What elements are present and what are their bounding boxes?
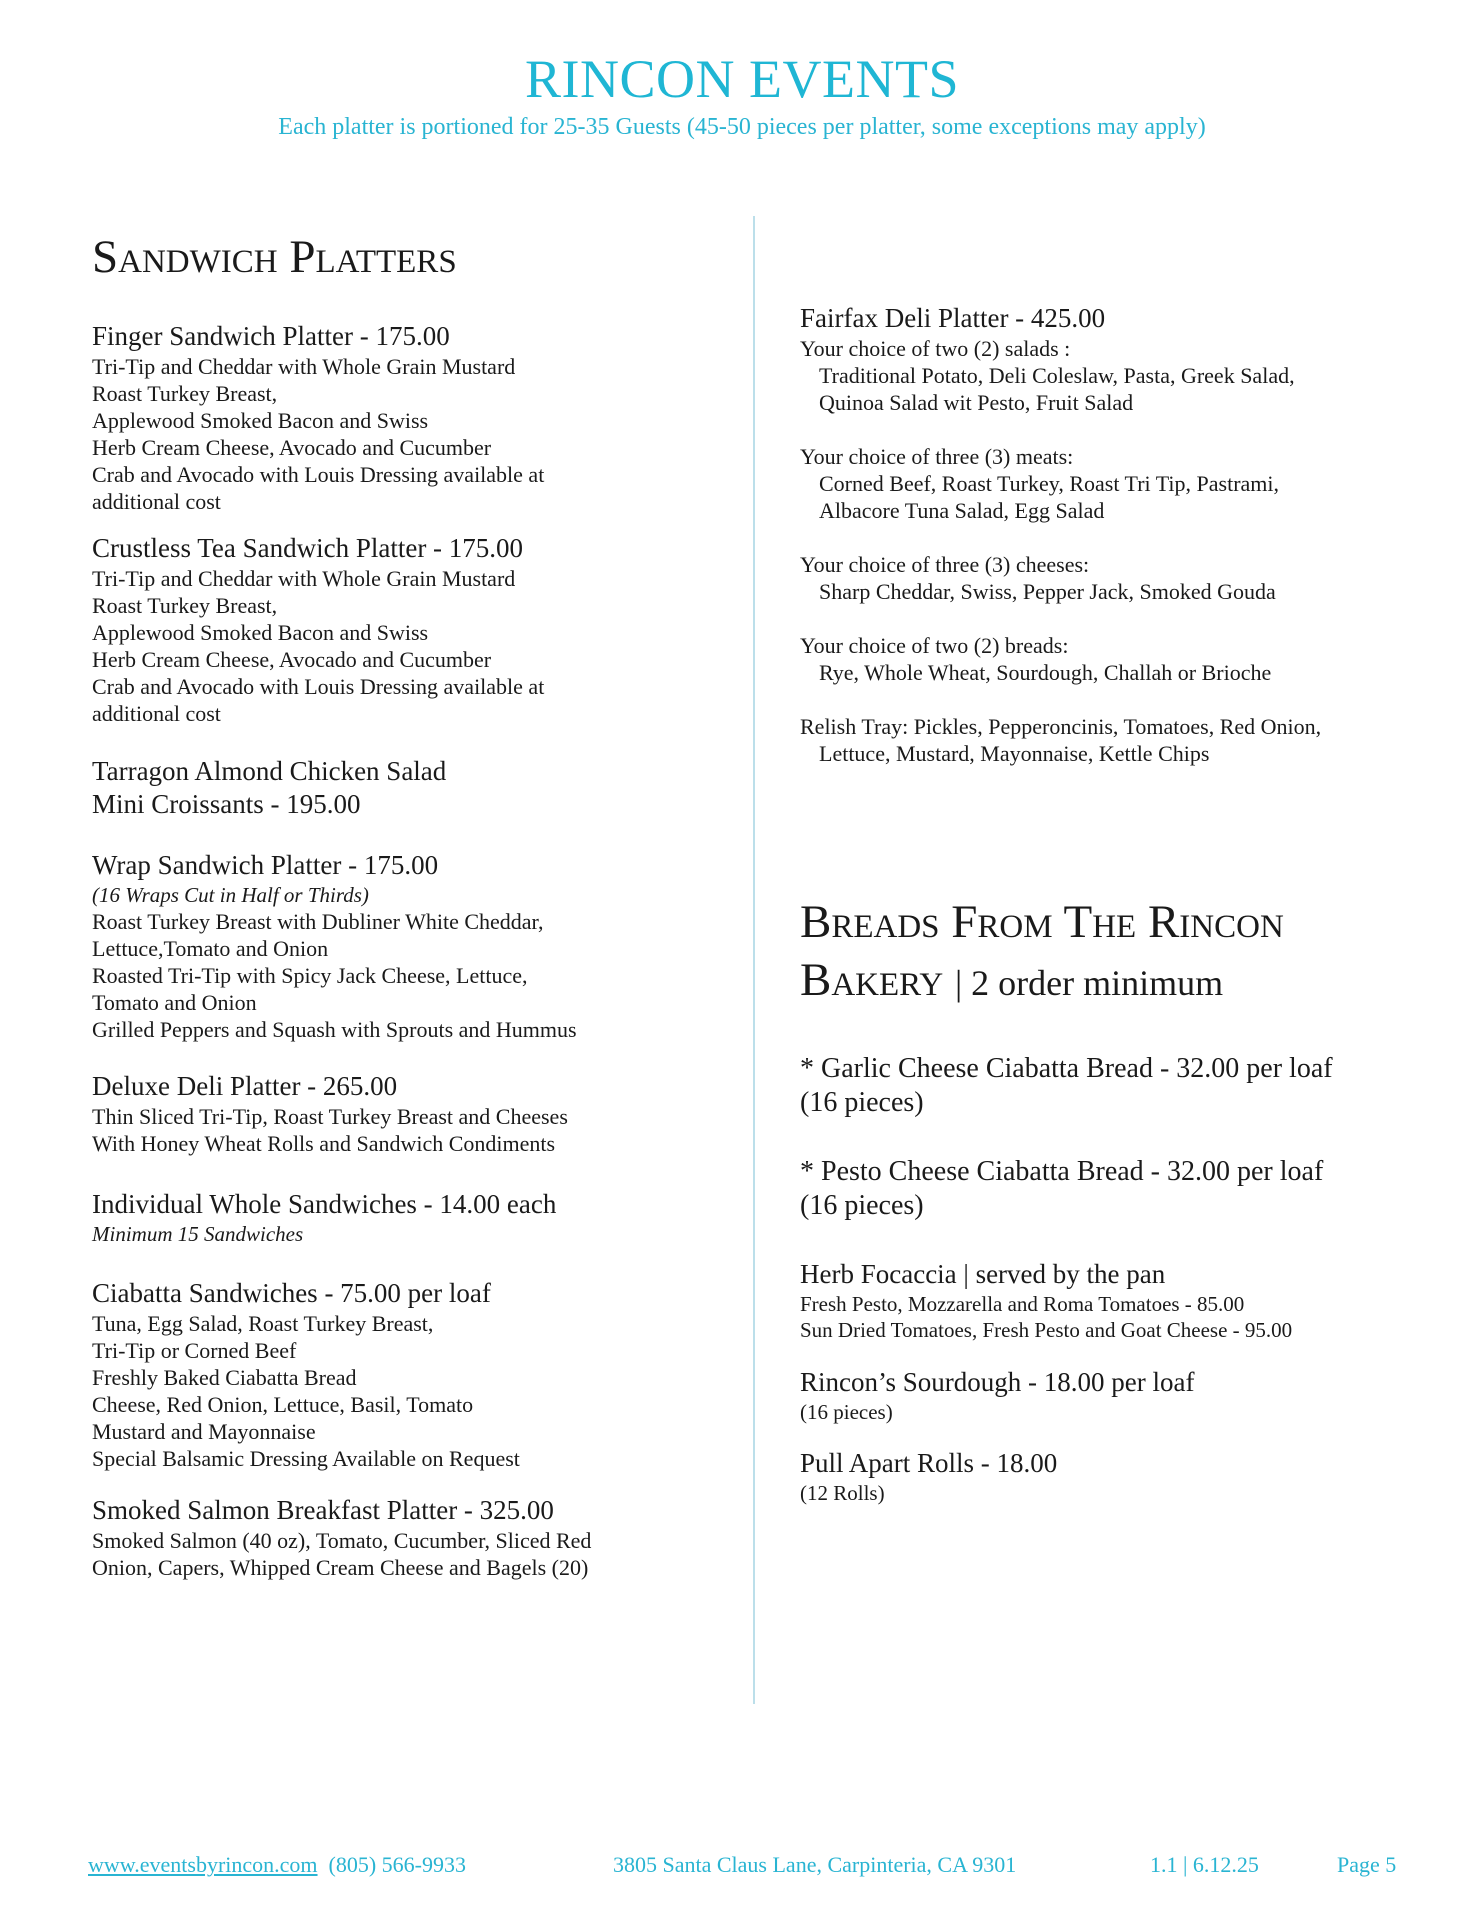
item-line: Thin Sliced Tri-Tip, Roast Turkey Breast and Cheeses [92,1104,568,1129]
item-sub: (16 pieces) [800,1400,893,1424]
item-line: Crab and Avocado with Louis Dressing available at [92,674,545,699]
choice-label: Your choice of three (3) meats: [800,444,1074,469]
item-title: Finger Sandwich Platter - 175.00 [92,321,450,351]
choice-options: Rye, Whole Wheat, Sourdough, Challah or Brioche [819,660,1272,685]
item-line: Roast Turkey Breast with Dubliner White Cheddar, [92,909,544,934]
page-footer [0,1850,1484,1880]
menu-item-smoked-salmon [92,1494,732,1581]
section-title-line: Breads From The Rincon [800,896,1284,948]
portion-tagline: Each platter is portioned for 25-35 Guests (45-50 pieces per platter, some exceptions may apply) [278,114,1206,140]
menu-item-tarragon-chicken [92,755,732,821]
choice-label: Your choice of three (3) cheeses: [800,552,1090,577]
item-line: Onion, Capers, Whipped Cream Cheese and Bagels (20) [92,1555,589,1580]
item-line: additional cost [92,701,221,726]
item-line: Mustard and Mayonnaise [92,1419,316,1444]
column-divider [753,216,755,1704]
item-title: Smoked Salmon Breakfast Platter - 325.00 [92,1495,554,1525]
menu-item-deluxe-deli [92,1070,732,1157]
choice-options: Traditional Potato, Deli Coleslaw, Pasta, Greek Salad, [819,363,1295,388]
item-title: Fairfax Deli Platter - 425.00 [800,303,1106,333]
item-line: Fresh Pesto, Mozzarella and Roma Tomatoes - 85.00 [800,1292,1245,1316]
item-line: Roast Turkey Breast, [92,381,278,406]
menu-item-pesto-ciabatta [800,1155,1440,1223]
choice-label: Your choice of two (2) salads : [800,336,1071,361]
menu-item-individual-sandwiches [92,1188,732,1247]
item-line: Tomato and Onion [92,990,257,1015]
section-breads-bakery [800,893,1440,1506]
item-title: Deluxe Deli Platter - 265.00 [92,1071,398,1101]
item-line: Applewood Smoked Bacon and Swiss [92,620,429,645]
section-title-sandwich-platters: Sandwich Platters [92,231,457,283]
item-title: Wrap Sandwich Platter - 175.00 [92,850,439,880]
item-line: Smoked Salmon (40 oz), Tomato, Cucumber, Sliced Red [92,1528,592,1553]
item-line: Applewood Smoked Bacon and Swiss [92,408,429,433]
item-title: Herb Focaccia | served by the pan [800,1259,1166,1289]
menu-item-garlic-ciabatta [800,1052,1440,1120]
section-title-breads [800,893,1440,1012]
page-title: RINCON EVENTS [525,49,959,109]
footer-address: 3805 Santa Claus Lane, Carpinteria, CA 9301 [613,1852,1017,1877]
footer-page-number: Page 5 [1337,1852,1397,1877]
choice-options: Sharp Cheddar, Swiss, Pepper Jack, Smoked Gouda [819,579,1276,604]
item-title: Crustless Tea Sandwich Platter - 175.00 [92,533,524,563]
relish-tray-line: Lettuce, Mustard, Mayonnaise, Kettle Chips [819,741,1210,766]
item-title: Tarragon Almond Chicken Salad [92,756,447,786]
item-line: Herb Cream Cheese, Avocado and Cucumber [92,647,492,672]
menu-item-sourdough [800,1366,1440,1425]
section-title-line: Bakery [800,954,944,1006]
item-title: Pull Apart Rolls - 18.00 [800,1448,1058,1478]
website-link[interactable]: www.eventsbyrincon.com [88,1852,318,1877]
item-sub: (16 pieces) [800,1087,924,1118]
item-line: additional cost [92,489,221,514]
choice-options: Quinoa Salad wit Pesto, Fruit Salad [819,390,1134,415]
item-title: Individual Whole Sandwiches - 14.00 each [92,1189,557,1219]
choice-options: Albacore Tuna Salad, Egg Salad [819,498,1105,523]
menu-item-ciabatta-sandwiches [92,1277,732,1472]
menu-item-fairfax-deli [800,302,1440,767]
page-header [0,48,1484,142]
item-title: Ciabatta Sandwiches - 75.00 per loaf [92,1278,491,1308]
item-line: Cheese, Red Onion, Lettuce, Basil, Tomato [92,1392,474,1417]
left-column [92,228,732,1581]
item-line: Tri-Tip or Corned Beef [92,1338,297,1363]
order-minimum-note: | 2 order minimum [954,963,1224,1003]
item-line: Freshly Baked Ciabatta Bread [92,1365,357,1390]
item-line: With Honey Wheat Rolls and Sandwich Condiments [92,1131,556,1156]
footer-version: 1.1 | 6.12.25 [1150,1852,1259,1877]
menu-item-pull-apart-rolls [800,1447,1440,1506]
item-sub: (12 Rolls) [800,1481,885,1505]
item-line: Herb Cream Cheese, Avocado and Cucumber [92,435,492,460]
item-note: Minimum 15 Sandwiches [92,1222,304,1246]
item-sub: (16 pieces) [800,1190,924,1221]
item-title: * Garlic Cheese Ciabatta Bread - 32.00 per loaf [800,1053,1333,1084]
footer-contact [88,1850,466,1880]
item-line: Tri-Tip and Cheddar with Whole Grain Mustard [92,566,516,591]
item-line: Lettuce,Tomato and Onion [92,936,329,961]
right-column [800,302,1440,1506]
item-line: Special Balsamic Dressing Available on Request [92,1446,520,1471]
choice-label: Your choice of two (2) breads: [800,633,1069,658]
item-title: * Pesto Cheese Ciabatta Bread - 32.00 per loaf [800,1156,1324,1187]
phone-number: (805) 566-9933 [328,1852,467,1877]
item-line: Sun Dried Tomatoes, Fresh Pesto and Goat Cheese - 95.00 [800,1318,1293,1342]
item-title: Rincon’s Sourdough - 18.00 per loaf [800,1367,1195,1397]
item-line: Crab and Avocado with Louis Dressing available at [92,462,545,487]
item-note: (16 Wraps Cut in Half or Thirds) [92,883,369,907]
item-line: Tri-Tip and Cheddar with Whole Grain Mustard [92,354,516,379]
item-line: Tuna, Egg Salad, Roast Turkey Breast, [92,1311,434,1336]
item-title: Mini Croissants - 195.00 [92,789,361,819]
menu-item-wrap-sandwich [92,849,732,1043]
item-line: Roasted Tri-Tip with Spicy Jack Cheese, Lettuce, [92,963,528,988]
choice-options: Corned Beef, Roast Turkey, Roast Tri Tip, Pastrami, [819,471,1280,496]
menu-item-herb-focaccia [800,1258,1440,1343]
relish-tray-line: Relish Tray: Pickles, Pepperoncinis, Tomatoes, Red Onion, [800,714,1322,739]
menu-item-finger-sandwich [92,320,732,515]
menu-item-crustless-tea-sandwich [92,532,732,727]
item-line: Grilled Peppers and Squash with Sprouts and Hummus [92,1017,577,1042]
item-line: Roast Turkey Breast, [92,593,278,618]
